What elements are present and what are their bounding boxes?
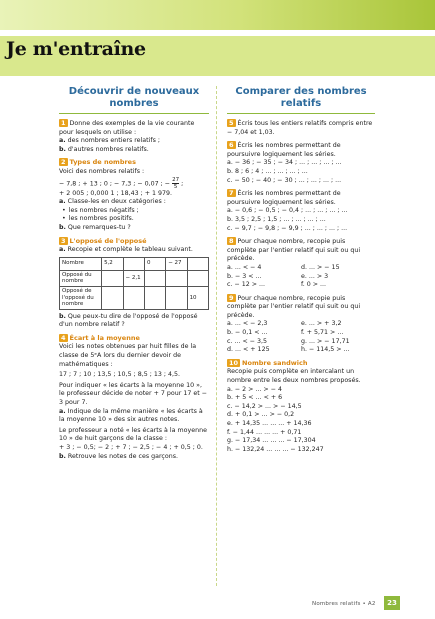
page-title: Je m'entraîne xyxy=(6,38,146,60)
inequality-item: f. 0 > ... xyxy=(301,281,327,289)
table-cell: − 27 xyxy=(166,257,187,270)
item-text: Indique de la même manière « les écarts à la moyenne 10 » des six autres notes. xyxy=(59,407,203,424)
table-cell: − 2,1 xyxy=(123,270,144,286)
inequality-item: f. + 5,71 > ... xyxy=(301,329,344,337)
table-cell xyxy=(102,286,123,309)
inequality-item: b. − 3 < ... xyxy=(227,272,262,280)
sandwich-item: d. + 0,1 > ... > − 0,2 xyxy=(227,411,295,419)
exercise-6 xyxy=(227,141,375,185)
exercise-number: 4 xyxy=(61,333,66,342)
table-cell xyxy=(145,270,166,286)
exercise-7 xyxy=(227,189,375,233)
sandwich-item: b. + 5 < ... < + 6 xyxy=(227,394,283,402)
table-cell: Nombre xyxy=(60,257,102,270)
bullet-item: • les nombres positifs. xyxy=(59,215,209,224)
exercise-text: Pour chaque nombre, recopie puis complète par l'entier relatif qui suit ou qui précède. xyxy=(227,238,361,263)
sandwich-item: h. − 132,24 ... ... ... − 132,247 xyxy=(227,445,324,453)
inequality-item: c. ... < − 3,5 xyxy=(227,337,268,345)
inequality-item: c. − 12 > ... xyxy=(227,281,266,289)
inequality-row xyxy=(227,264,375,273)
table-row xyxy=(60,286,209,309)
item-label: a. xyxy=(59,246,66,254)
exercise-8 xyxy=(227,237,375,290)
exercise-text: Pour indiquer « les écarts à la moyenne 10 », le professeur décide de noter + 7 pour 17 et − 3 pour 7. xyxy=(59,381,207,407)
sandwich-item: a. − 2 > ... > − 4 xyxy=(227,385,282,393)
table-cell xyxy=(102,270,123,286)
sandwich-item: g. − 17,34 ... ... ... − 17,304 xyxy=(227,437,316,445)
table-row xyxy=(60,257,209,270)
table-cell xyxy=(145,286,166,309)
exercise-text: Écris les nombres permettant de poursuivre logiquement les séries. xyxy=(227,142,341,158)
sandwich-item: c. − 14,2 > ... > − 14,5 xyxy=(227,402,302,410)
inequality-item: e. ... > + 3,2 xyxy=(301,320,342,328)
item-label: b. xyxy=(59,312,66,320)
inequality-item: e. ... > 3 xyxy=(301,272,329,280)
inequality-item: a. ... < − 2,3 xyxy=(227,320,268,328)
exercise-text: Écris les nombres permettant de poursuivre logiquement les séries. xyxy=(227,190,341,206)
item-label: a. xyxy=(59,407,66,415)
fraction-numerator: 27 xyxy=(172,176,180,183)
series-item: c. − 50 ; − 40 ; − 30 ; ... ; ... ; ... ; ... xyxy=(227,176,342,184)
item-label: a. xyxy=(59,198,66,206)
left-heading: Découvrir de nouveaux nombres xyxy=(59,86,209,114)
number-list-end: ; xyxy=(179,180,184,188)
exercise-text: Recopie puis complète en intercalant un nombre entre les deux nombres proposés. xyxy=(227,368,361,385)
inequality-item: d. ... > − 15 xyxy=(301,263,340,271)
exercise-text: Le professeur a noté « les écarts à la moyenne 10 » de huit garçons de la classe : xyxy=(59,426,207,443)
table-cell xyxy=(187,270,208,286)
table-cell: 0 xyxy=(145,257,166,270)
page-number: 23 xyxy=(384,596,400,610)
inequality-row xyxy=(227,329,375,338)
table-cell: 10 xyxy=(187,286,208,309)
notes-list: 17 ; 7 ; 10 ; 13,5 ; 10,5 ; 8,5 ; 13 ; 4,5. xyxy=(59,371,180,379)
left-column xyxy=(59,86,209,465)
sandwich-item: e. + 14,35 ... ... ... + 14,36 xyxy=(227,420,312,427)
item-text: d'autres nombres relatifs. xyxy=(67,145,149,153)
exercise-number: 10 xyxy=(229,358,239,367)
table-cell xyxy=(187,257,208,270)
item-text: Que remarques-tu ? xyxy=(67,223,131,231)
exercise-5 xyxy=(227,119,375,137)
exercise-title: Nombre sandwich xyxy=(242,358,308,367)
exercise-text: Écris tous les entiers relatifs compris entre − 7,04 et 1,03. xyxy=(227,120,373,136)
exercise-1 xyxy=(59,119,209,154)
exercise-10 xyxy=(227,359,375,455)
exercise-3 xyxy=(59,237,209,330)
table-cell xyxy=(123,257,144,270)
exercise-title: Écart à la moyenne xyxy=(69,333,140,342)
opposite-table xyxy=(59,257,209,310)
table-cell: Opposé de l'opposé du nombre xyxy=(60,286,102,309)
number-list: + 2 005 ; 0,000 1 ; 18,43 ; + 1 979. xyxy=(59,189,173,197)
exercise-number: 9 xyxy=(229,293,234,302)
ecarts-list: + 3 ; − 0,5; − 2 ; + 7 ; − 2,5 ; − 4 ; + 0,5 ; 0. xyxy=(59,444,203,451)
exercise-text: Donne des exemples de la vie courante pour lesquels on utilise : xyxy=(59,120,195,136)
exercise-number: 7 xyxy=(229,189,234,198)
table-cell xyxy=(166,286,187,309)
inequality-row xyxy=(227,320,375,329)
exercise-text: Pour chaque nombre, recopie puis complète par l'entier relatif qui suit ou qui précède. xyxy=(227,294,361,319)
number-list: − 7,8 ; + 13 ; 0 ; − 7,3 ; − 0,07 ; − xyxy=(59,180,171,188)
exercise-number: 1 xyxy=(61,119,66,127)
inequality-row xyxy=(227,338,375,347)
inequality-row xyxy=(227,346,375,355)
right-column xyxy=(227,86,375,458)
series-item: b. 8 ; 6 ; 4 ; ... ; ... ; ... ; ... xyxy=(227,167,308,175)
series-item: c. − 9,7 ; − 9,8 ; − 9,9 ; ... ; ... ; ... ; ... xyxy=(227,224,348,232)
right-heading: Comparer des nombres relatifs xyxy=(227,86,375,114)
inequality-row xyxy=(227,273,375,282)
inequality-item: g. ... > − 17,71 xyxy=(301,337,350,345)
series-item: a. − 0,6 ; − 0,5 ; − 0,4 ; ... ; ... ; ... ; ... xyxy=(227,207,348,215)
inequality-item: b. − 0,1 < ... xyxy=(227,329,268,337)
item-text: Que peux-tu dire de l'opposé de l'opposé d'un nombre relatif ? xyxy=(59,312,198,329)
exercise-number: 6 xyxy=(229,141,234,150)
exercise-title: L'opposé de l'opposé xyxy=(69,236,147,245)
exercise-text: Voici des nombres relatifs : xyxy=(59,167,145,175)
table-row xyxy=(60,270,209,286)
exercise-2 xyxy=(59,158,209,232)
item-label: a. xyxy=(59,137,66,145)
item-text: Recopie et complète le tableau suivant. xyxy=(67,246,193,254)
table-cell: 5,2 xyxy=(102,257,123,270)
exercise-number: 3 xyxy=(61,236,66,245)
table-cell xyxy=(123,286,144,309)
inequality-item: d. ... < + 125 xyxy=(227,346,270,354)
series-item: a. − 36 ; − 35 ; − 34 ; ... ; ... ; ... ; ... xyxy=(227,159,342,167)
sandwich-item: f. − 1,44 ... ... ... + 0,71 xyxy=(227,428,302,436)
item-label: b. xyxy=(59,223,66,231)
inequality-row xyxy=(227,281,375,290)
footer-label: Nombres relatifs • A2 xyxy=(312,601,376,607)
item-text: Retrouve les notes de ces garçons. xyxy=(67,452,179,460)
fraction-denominator: 5 xyxy=(173,183,178,190)
exercise-number: 2 xyxy=(61,158,66,167)
exercise-text: Voici les notes obtenues par huit filles de la classe de 5ᵉA lors du dernier devoir de mathématiques : xyxy=(59,343,197,368)
column-divider xyxy=(216,86,218,586)
table-cell xyxy=(166,270,187,286)
item-text: des nombres entiers relatifs ; xyxy=(67,137,161,145)
table-cell: Opposé du nombre xyxy=(60,270,102,286)
item-label: b. xyxy=(59,145,66,153)
inequality-item: h. − 114,5 > ... xyxy=(301,346,350,354)
bullet-item: • les nombres négatifs ; xyxy=(59,207,209,216)
exercise-title: Types de nombres xyxy=(69,158,136,167)
exercise-9 xyxy=(227,294,375,355)
title-band xyxy=(0,36,435,76)
exercise-4 xyxy=(59,334,209,461)
inequality-item: a. ... < − 4 xyxy=(227,263,262,271)
top-decoration-bar xyxy=(0,0,435,30)
item-text: Classe-les en deux catégories : xyxy=(67,198,166,206)
item-label: b. xyxy=(59,452,66,460)
exercise-number: 5 xyxy=(229,119,234,127)
exercise-number: 8 xyxy=(229,237,234,246)
series-item: b. 3,5 ; 2,5 ; 1,5 ; ... ; ... ; ... ; ... xyxy=(227,215,326,223)
